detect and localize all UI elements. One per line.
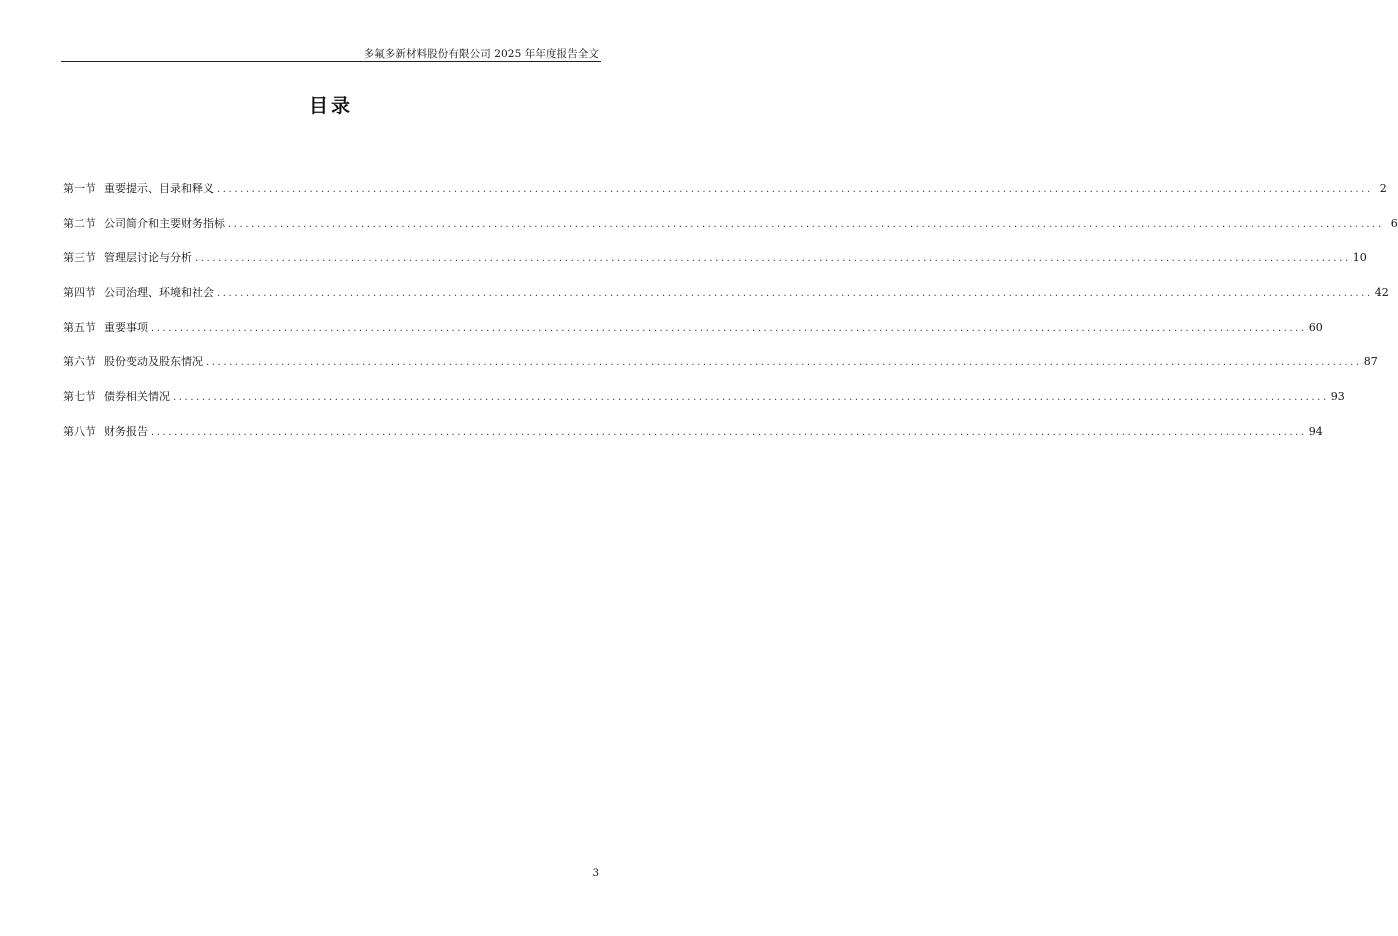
toc-page-number: 42 xyxy=(1374,286,1389,300)
toc-section-title: 公司简介和主要财务指标 xyxy=(104,216,225,230)
toc-section-title: 股份变动及股东情况 xyxy=(104,355,203,369)
toc-section-number: 第八节 xyxy=(63,424,96,438)
toc-page-number: 93 xyxy=(1330,390,1345,404)
toc-page-number: 6 xyxy=(1390,216,1398,230)
toc-entry[interactable] xyxy=(63,284,1389,319)
toc-section-number: 第一节 xyxy=(63,182,96,195)
toc-section-number: 第五节 xyxy=(63,320,96,334)
toc-section-title: 公司治理、环境和社会 xyxy=(104,286,214,300)
header-divider xyxy=(61,61,601,62)
toc-dot-leader: ........................................................................................................................................................................................................ xyxy=(228,218,1384,230)
page-title: 目录 xyxy=(308,95,353,117)
toc-dot-leader: ........................................................................................................................................................................................................ xyxy=(206,357,1362,369)
toc-section-number: 第六节 xyxy=(63,355,96,369)
toc-page-number: 2 xyxy=(1379,182,1387,195)
toc-entry[interactable] xyxy=(63,249,1367,284)
running-header: 多氟多新材料股份有限公司 2025 年年度报告全文 xyxy=(363,48,599,60)
toc-section-number: 第二节 xyxy=(63,216,96,230)
toc-entry[interactable] xyxy=(63,215,1398,250)
page-number: 3 xyxy=(592,868,599,879)
toc-page-number: 60 xyxy=(1308,320,1323,334)
toc-page-number: 94 xyxy=(1308,424,1323,438)
toc-dot-leader: ........................................................................................................................................................................................................ xyxy=(173,392,1329,404)
toc-entry[interactable] xyxy=(63,319,1323,354)
toc-section-title: 重要事项 xyxy=(104,320,148,334)
table-of-contents xyxy=(63,180,1398,458)
toc-section-number: 第七节 xyxy=(63,390,96,404)
toc-entry[interactable] xyxy=(63,180,1387,215)
toc-section-title: 重要提示、目录和释义 xyxy=(104,182,214,195)
toc-section-title: 管理层讨论与分析 xyxy=(104,251,192,265)
toc-dot-leader: ........................................................................................................................................................................................................ xyxy=(195,253,1351,265)
toc-entry[interactable] xyxy=(63,423,1323,458)
toc-dot-leader: ........................................................................................................................................................................................................ xyxy=(151,322,1307,334)
toc-section-number: 第四节 xyxy=(63,286,96,300)
toc-section-title: 财务报告 xyxy=(104,424,148,438)
toc-page-number: 10 xyxy=(1352,251,1367,265)
toc-section-number: 第三节 xyxy=(63,251,96,265)
toc-dot-leader: ........................................................................................................................................................................................................ xyxy=(217,184,1373,195)
toc-entry[interactable] xyxy=(63,353,1378,388)
toc-dot-leader: ........................................................................................................................................................................................................ xyxy=(151,426,1307,438)
toc-dot-leader: ........................................................................................................................................................................................................ xyxy=(217,288,1373,300)
toc-page-number: 87 xyxy=(1363,355,1378,369)
toc-section-title: 债券相关情况 xyxy=(104,390,170,404)
toc-entry[interactable] xyxy=(63,388,1345,423)
